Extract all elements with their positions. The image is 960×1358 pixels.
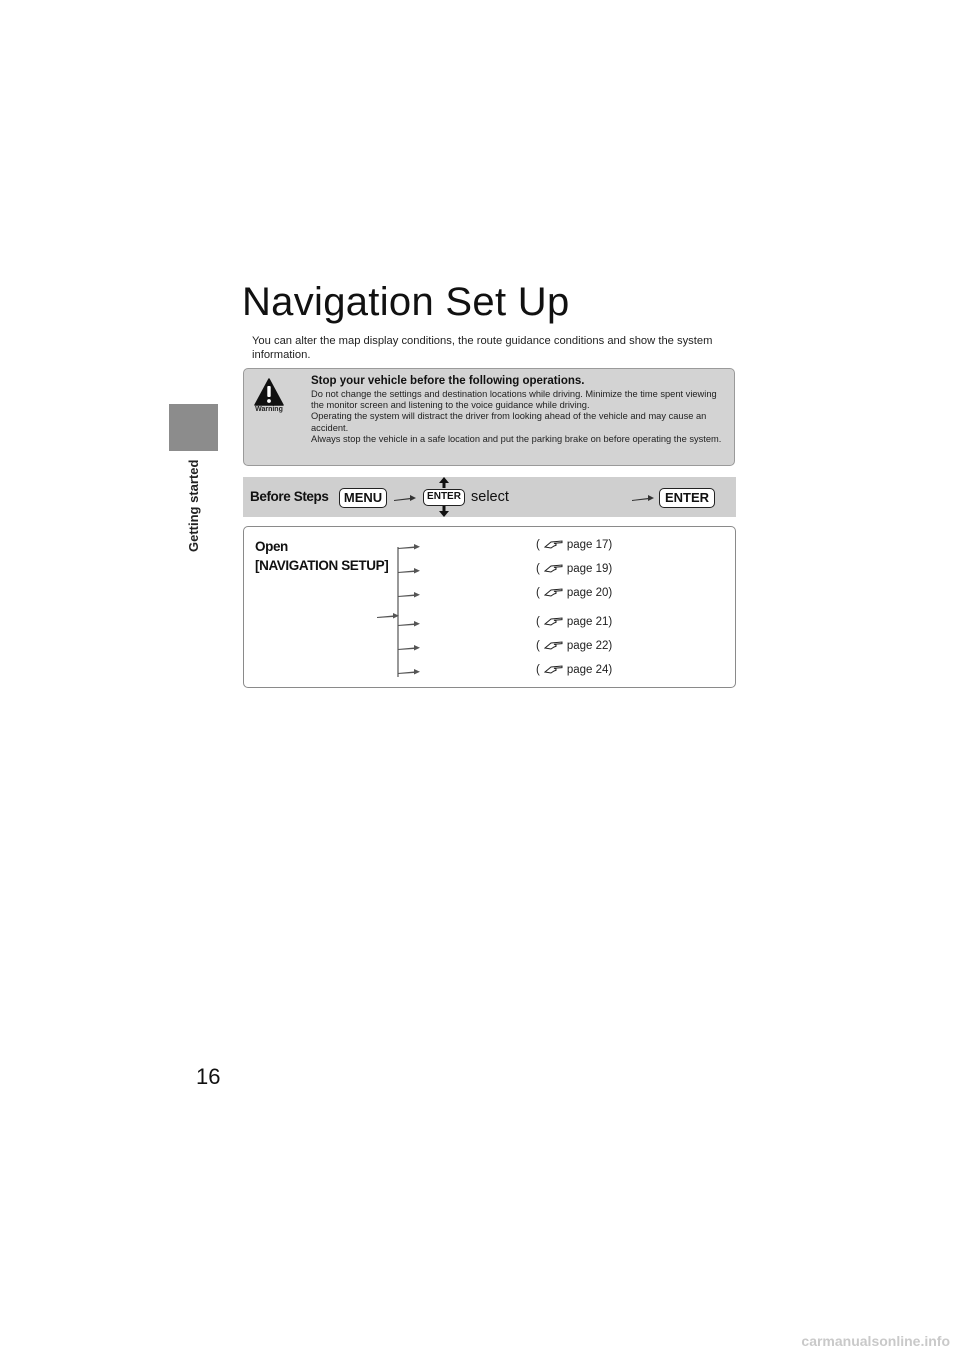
arrow-right-icon <box>393 493 417 503</box>
page-reference: ( page 20) <box>536 587 613 599</box>
warning-heading: Stop your vehicle before the following operations. <box>311 375 585 387</box>
arrow-right-icon <box>398 621 420 627</box>
arrow-down-icon <box>437 506 451 517</box>
before-steps-bar <box>243 477 736 517</box>
pointing-hand-icon <box>544 587 564 597</box>
intro-text: You can alter the map display conditions, the route guidance conditions and show the system information. <box>252 335 713 361</box>
arrow-up-icon <box>437 477 451 488</box>
pointing-hand-icon <box>544 640 564 650</box>
flow-branch-diagram <box>374 537 434 682</box>
setup-flow-box <box>243 526 736 688</box>
page-number: 16 <box>196 1064 221 1089</box>
warning-box <box>243 368 735 466</box>
warning-icon-label: Warning <box>255 406 283 413</box>
warning-line: Always stop the vehicle in a safe location and put the parking brake on before operating the system. <box>311 433 722 444</box>
arrow-right-icon <box>631 493 655 503</box>
watermark-link[interactable]: carmanualsonline.info <box>801 1333 950 1349</box>
page-reference: ( page 17) <box>536 539 613 551</box>
chapter-tab-block <box>169 404 218 451</box>
arrow-right-icon <box>398 645 420 651</box>
warning-triangle-icon <box>254 378 284 406</box>
arrow-right-icon <box>398 669 420 675</box>
page-reference: ( page 19) <box>536 563 613 575</box>
warning-line: Operating the system will distract the driver from looking ahead of the vehicle and may cause an accident. <box>311 411 707 433</box>
arrow-right-icon <box>377 613 399 619</box>
enter-key: ENTER <box>659 488 715 508</box>
open-label: Open <box>255 539 288 554</box>
before-steps-label: Before Steps <box>250 489 329 504</box>
select-text: select <box>471 489 509 505</box>
page-reference: ( page 21) <box>536 616 613 628</box>
enter-key-small: ENTER <box>423 489 465 506</box>
arrow-right-icon <box>398 568 420 574</box>
arrow-right-icon <box>398 544 420 550</box>
pointing-hand-icon <box>544 616 564 626</box>
menu-key: MENU <box>339 488 387 508</box>
warning-line: Do not change the settings and destination locations while driving. Minimize the time spent viewing the monitor screen and listening to the voice guidance while driving. <box>311 389 717 411</box>
page-title: Navigation Set Up <box>242 280 570 324</box>
page-reference: ( page 22) <box>536 640 613 652</box>
pointing-hand-icon <box>544 539 564 549</box>
navigation-setup-label: [NAVIGATION SETUP] <box>255 558 389 573</box>
page-reference: ( page 24) <box>536 664 613 676</box>
pointing-hand-icon <box>544 664 564 674</box>
warning-body <box>311 389 726 445</box>
pointing-hand-icon <box>544 563 564 573</box>
arrow-right-icon <box>398 592 420 598</box>
chapter-tab-label: Getting started <box>186 459 201 552</box>
